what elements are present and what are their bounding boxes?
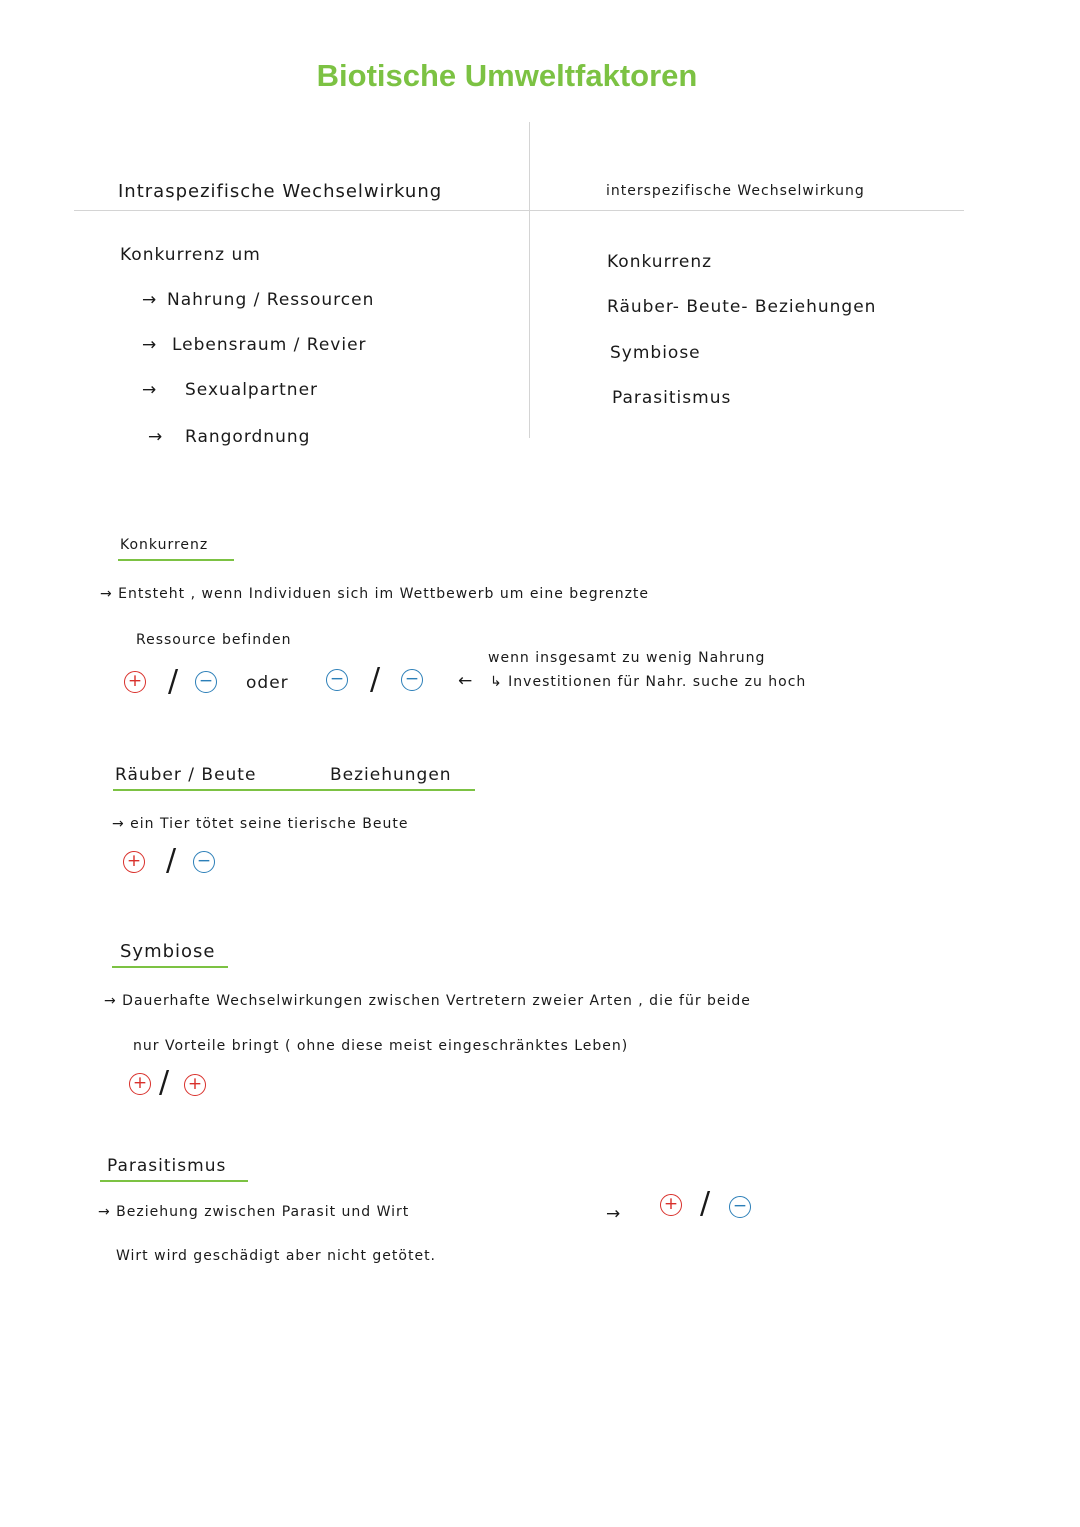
parasitismus-underline <box>100 1180 248 1182</box>
parasitismus-definition-line1: → Beziehung zwischen Parasit und Wirt <box>98 1204 410 1220</box>
slash: / <box>166 843 177 878</box>
intra-item: Rangordnung <box>185 427 311 447</box>
intra-item: Lebensraum / Revier <box>172 335 367 355</box>
raeuber-heading: Räuber / Beute <box>115 765 257 785</box>
intra-heading: Intraspezifische Wechselwirkung <box>118 181 443 202</box>
intra-intro: Konkurrenz um <box>120 245 261 265</box>
left-arrow-icon: ← <box>458 671 474 691</box>
minus-sign: − <box>401 669 423 691</box>
slash: / <box>159 1065 170 1100</box>
intra-item-arrow: → <box>142 290 158 310</box>
intra-item-arrow: → <box>148 427 164 447</box>
right-arrow-icon: → <box>606 1204 622 1224</box>
inter-item: Räuber- Beute- Beziehungen <box>607 297 877 317</box>
plus-sign: + <box>184 1074 206 1096</box>
inter-item: Symbiose <box>610 343 701 363</box>
raeuber-definition: → ein Tier tötet seine tierische Beute <box>112 816 409 832</box>
symbiose-underline <box>112 966 228 968</box>
plus-sign: + <box>660 1194 682 1216</box>
symbiose-definition-line1: → Dauerhafte Wechselwirkungen zwischen Vertretern zweier Arten , die für beide <box>104 993 751 1009</box>
raeuber-heading-beziehungen: Beziehungen <box>330 765 452 785</box>
konkurrenz-underline <box>118 559 234 561</box>
table-divider-horizontal <box>74 210 964 211</box>
parasitismus-heading: Parasitismus <box>107 1156 227 1176</box>
intra-item-arrow: → <box>142 335 158 355</box>
slash: / <box>370 662 381 697</box>
symbiose-heading: Symbiose <box>120 941 216 962</box>
oder-label: oder <box>246 673 289 693</box>
konkurrenz-note-line1: wenn insgesamt zu wenig Nahrung <box>488 650 766 666</box>
konkurrenz-heading: Konkurrenz <box>120 537 209 553</box>
minus-sign: − <box>326 669 348 691</box>
parasitismus-definition-line2: Wirt wird geschädigt aber nicht getötet. <box>116 1248 437 1264</box>
table-divider-vertical <box>529 122 530 438</box>
intra-item-arrow: → <box>142 380 158 400</box>
plus-sign: + <box>124 671 146 693</box>
raeuber-underline <box>113 789 475 791</box>
konkurrenz-definition-line2: Ressource befinden <box>136 632 292 648</box>
inter-heading: interspezifische Wechselwirkung <box>606 183 865 199</box>
slash: / <box>700 1186 711 1221</box>
slash: / <box>168 664 179 699</box>
minus-sign: − <box>193 851 215 873</box>
symbiose-definition-line2: nur Vorteile bringt ( ohne diese meist eingeschränktes Leben) <box>133 1038 629 1054</box>
intra-item: Sexualpartner <box>185 380 319 400</box>
minus-sign: − <box>729 1196 751 1218</box>
intra-item: Nahrung / Ressourcen <box>167 290 375 310</box>
konkurrenz-note-line2: ↳ Investitionen für Nahr. suche zu hoch <box>490 674 807 690</box>
inter-item: Konkurrenz <box>607 252 713 272</box>
konkurrenz-definition-line1: → Entsteht , wenn Individuen sich im Wettbewerb um eine begrenzte <box>100 586 650 602</box>
inter-item: Parasitismus <box>612 388 732 408</box>
plus-sign: + <box>129 1073 151 1095</box>
minus-sign: − <box>195 671 217 693</box>
page-title: Biotische Umweltfaktoren <box>316 58 698 93</box>
plus-sign: + <box>123 851 145 873</box>
